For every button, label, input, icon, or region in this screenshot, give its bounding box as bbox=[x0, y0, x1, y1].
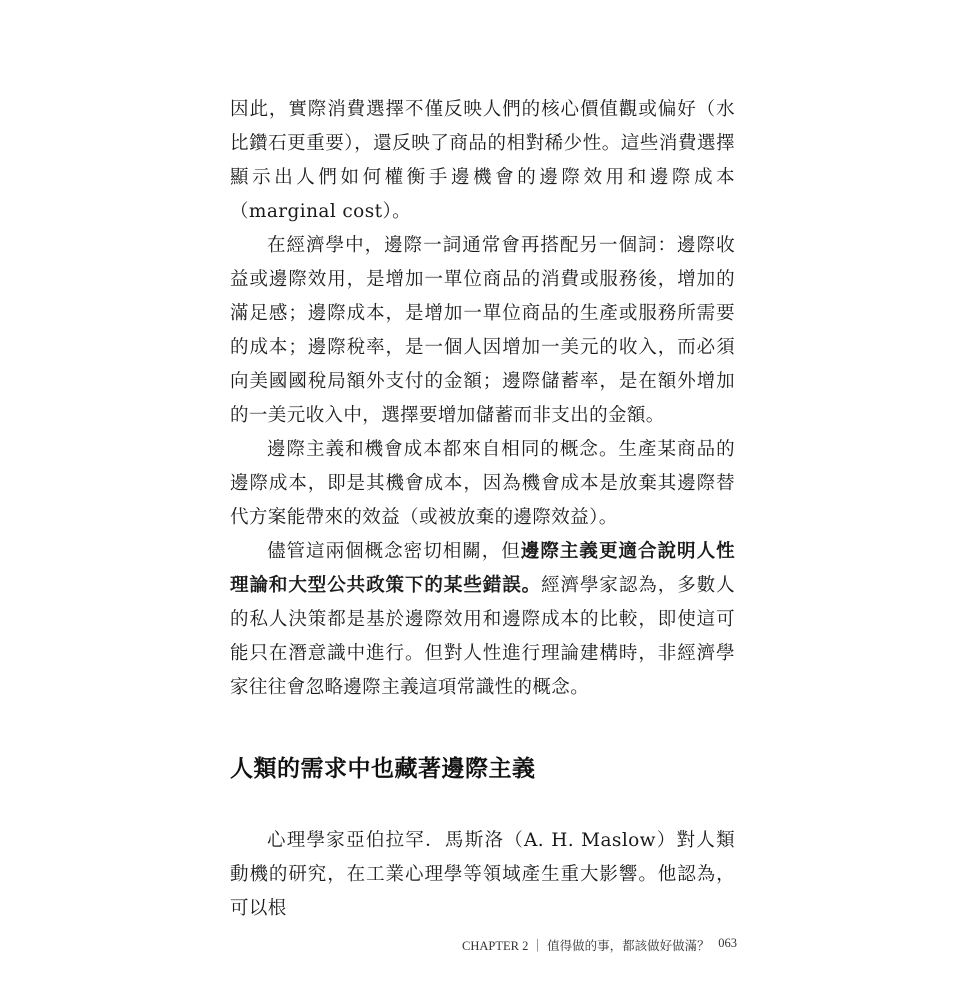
paragraph-marginalism-theory bbox=[230, 535, 735, 705]
paragraph-text-before: 儘管這兩個概念密切相關，但 bbox=[267, 541, 521, 562]
page-body bbox=[230, 93, 735, 926]
paragraph-text-after: 經濟學家認為，多數人的私人決策都是基於邊際效用和邊際成本的比較，即使這可能只在潛意識中進行。但對人性進行理論建構時，非經濟學家往往會忽略邊際主義這項常識性的概念。 bbox=[230, 575, 735, 698]
bold-emphasis: 邊際主義更適合說明人性理論和大型公共政策下的某些錯誤。 bbox=[230, 541, 736, 596]
section-heading: 人類的需求中也藏著邊際主義 bbox=[230, 756, 536, 782]
paragraph-opportunity-cost: 邊際主義和機會成本都來自相同的概念。生產某商品的邊際成本，即是其機會成本，因為機會成本是放棄其邊際替代方案能帶來的效益（或被放棄的邊際效益）。 bbox=[230, 439, 735, 528]
paragraph-consumption-choices: 因此，實際消費選擇不僅反映人們的核心價值觀或偏好（水比鑽石更重要），還反映了商品的相對稀少性。這些消費選擇顯示出人們如何權衡手邊機會的邊際效用和邊際成本（marginal cost）。 bbox=[230, 99, 735, 222]
running-chapter-title: CHAPTER 2 ｜ 值得做的事，都該做好做滿？ bbox=[462, 939, 710, 953]
paragraph-maslow: 心理學家亞伯拉罕．馬斯洛（A. H. Maslow）對人類動機的研究，在工業心理學等領域產生重大影響。他認為，可以根 bbox=[230, 830, 735, 919]
paragraph-marginal-definition: 在經濟學中，邊際一詞通常會再搭配另一個詞：邊際收益或邊際效用，是增加一單位商品的消費或服務後，增加的滿足感；邊際成本，是增加一單位商品的生產或服務所需要的成本；邊際稅率，是一個人因增加一美元的收入，而必須向美國國稅局額外支付的金額；邊際儲蓄率，是在額外增加的一美元收入中，選擇要增加儲蓄而非支出的金額。 bbox=[230, 235, 735, 426]
page-number: 063 bbox=[718, 936, 737, 950]
page-footer bbox=[462, 936, 737, 954]
